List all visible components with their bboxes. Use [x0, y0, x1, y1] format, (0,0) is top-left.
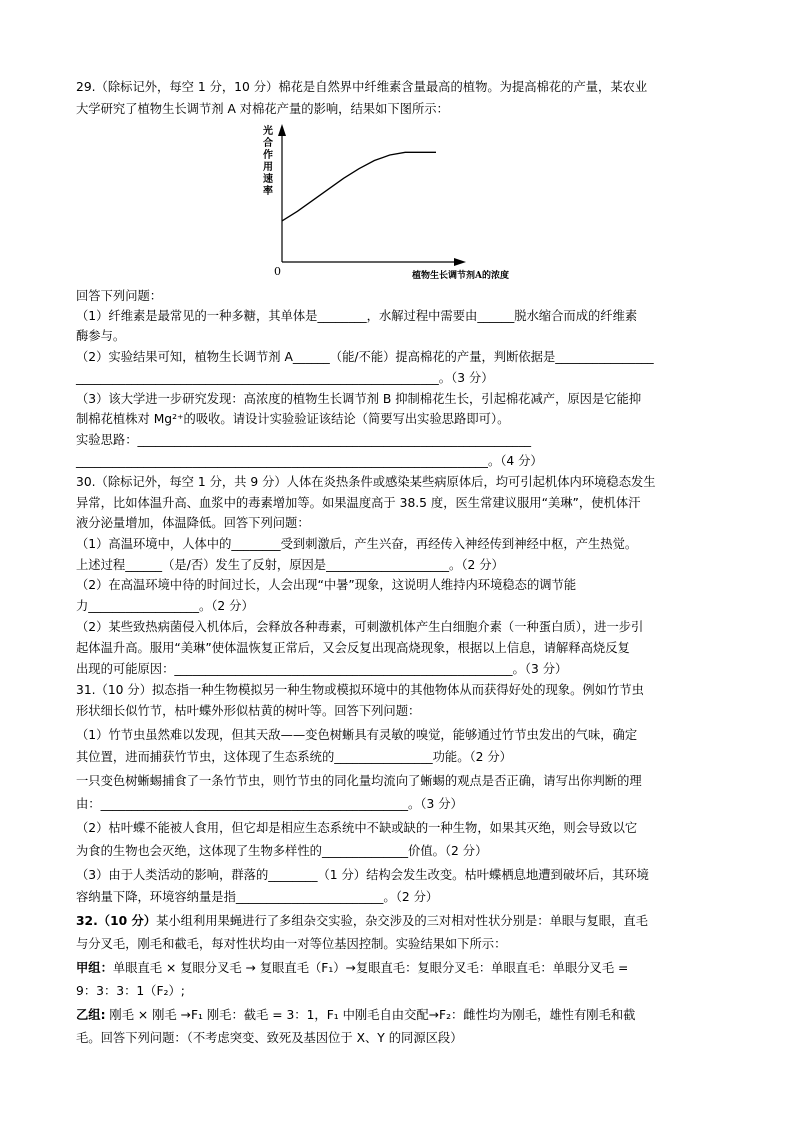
q29-sub3-line1: （3）该大学进一步研究发现：高浓度的植物生长调节剂 B 抑制棉花生长，引起棉花减产，原因是它能抑 [76, 392, 642, 406]
q29-intro-line2: 大学研究了植物生长调节剂 A 对棉花产量的影响，结果如下图所示： [76, 102, 449, 116]
y-axis-label-char: 光 [263, 126, 273, 137]
group-yi-label: 乙组: [76, 1008, 106, 1022]
y-axis-label-char: 率 [263, 186, 273, 197]
q31-line-a: 31.（10 分）拟态指一种生物模拟另一种生物或模拟环境中的其他物体从而获得好处的现象。例如竹节虫 [76, 683, 644, 697]
q30-line-f: （2）在高温环境中待的时间过长，人会出现“中暑”现象，这说明人维持内环境稳态的调节能 [76, 578, 577, 592]
q29-prompt: 回答下列问题： [76, 289, 163, 303]
q32-line-c [76, 959, 726, 977]
q32-number: 32.（10 分） [76, 914, 157, 928]
group-yi-text: 刚毛 × 刚毛 →F₁ 刚毛：截毛 = 3：1，F₁ 中刚毛自由交配→F₂：雌性均为刚毛，雄性有刚毛和截 [105, 1008, 636, 1022]
origin-label: 0 [274, 265, 281, 278]
q30-line-h: （2）某些致热病菌侵入机体后，会释放各种毒素，可刺激机体产生白细胞介素（一种蛋白质），进一步引 [76, 620, 644, 634]
q30-line-i: 起体温升高。服用“美琳”使体温恢复正常后，又会反复出现高烧现象，根据以上信息，请解释高烧反复 [76, 641, 630, 655]
q29-intro-line1: 29.（除标记外，每空 1 分，10 分）棉花是自然界中纤维素含量最高的植物。为提高棉花的产量，某农业 [76, 80, 648, 94]
q32-intro: 某小组利用果蝇进行了多组杂交实验，杂交涉及的三对相对性状分别是：单眼与复眼，直毛 [156, 914, 648, 928]
q32-line-a [76, 912, 726, 930]
q29-sub1-line1: （1）纤维素是最常见的一种多糖，其单体是________，水解过程中需要由______脱水缩合而成的纤维素 [76, 309, 638, 323]
x-axis-arrow [454, 258, 466, 266]
q29-sub2-line1: （2）实验结果可知，植物生长调节剂 A______（能/不能）提高棉花的产量，判断依据是________________ [76, 350, 654, 364]
group-jia-text: 单眼直毛 × 复眼分叉毛 → 复眼直毛（F₁）→复眼直毛：复眼分叉毛：单眼直毛：单眼分叉毛 = [112, 961, 629, 975]
q30-line-b: 异常，比如体温升高、血浆中的毒素增加等。如果温度高于 38.5 度，医生常建议服用“美琳”，使机体汗 [76, 496, 641, 510]
q30-line-e: 上述过程______（是/否）发生了反射，原因是____________________。（2 分） [76, 558, 504, 572]
q31-line-i: （3）由于人类活动的影响，群落的________（1 分）结构会发生改变。枯叶蝶栖息地遭到破坏后，其环境 [76, 868, 649, 882]
y-axis-label-char: 合 [263, 138, 273, 149]
series-line [282, 152, 436, 221]
y-axis-label [263, 124, 273, 197]
q30-line-j: 出现的可能原因：_______________________________________________________。（3 分） [76, 662, 568, 676]
q29-sub2-line2: ___________________________________________________________。（3 分） [76, 371, 494, 385]
q31-line-e: 一只变色树蜥蜴捕食了一条竹节虫，则竹节虫的同化量均流向了蜥蜴的观点是否正确，请写出你判断的理 [76, 774, 642, 788]
y-axis-label-char: 速 [263, 174, 273, 185]
q29-sub3-line2: 制棉花植株对 Mg²⁺的吸收。请设计实验验证该结论（简要写出实验思路即可）。 [76, 412, 510, 426]
q29-sub3-line3: 实验思路：________________________________________________________________ [76, 433, 531, 447]
q29-sub1-line2: 酶参与。 [76, 329, 126, 343]
q30-line-a: 30.（除标记外，每空 1 分，共 9 分）人体在炎热条件或感染某些病原体后，均可引起机体内环境稳态发生 [76, 475, 656, 489]
x-axis-label: 植物生长调节剂A的浓度 [412, 271, 509, 281]
q30-line-c: 液分泌量增加，体温降低。回答下列问题： [76, 516, 310, 530]
y-axis-label-char: 作 [263, 150, 273, 161]
q31-line-f: 由：__________________________________________________。（3 分） [76, 797, 463, 811]
q32-line-d: 9：3：3：1（F₂）; [76, 984, 185, 998]
q32-line-e [76, 1006, 726, 1024]
q30-line-g: 力__________________。（2 分） [76, 599, 254, 613]
q31-line-c: （1）竹节虫虽然难以发现，但其天敌——变色树蜥具有灵敏的嗅觉，能够通过竹节虫发出的气味，确定 [76, 728, 638, 742]
q31-line-g: （2）枯叶蝶不能被人食用，但它却是相应生态系统中不缺或缺的一种生物，如果其灭绝，则会导致以它 [76, 821, 638, 835]
q31-line-b: 形状细长似竹节，枯叶蝶外形似枯黄的树叶等。回答下列问题： [76, 704, 421, 718]
q31-line-j: 容纳量下降，环境容纳量是指________________________。（2 分） [76, 890, 439, 904]
y-axis-arrow [278, 124, 286, 136]
q31-line-d: 其位置，进而捕获竹节虫，这体现了生态系统的________________功能。（2 分） [76, 750, 512, 764]
photosynthesis-chart [256, 120, 556, 285]
q29-sub3-line4: ___________________________________________________________________。（4 分） [76, 454, 543, 468]
q32-line-b: 与分叉毛，刚毛和截毛，每对性状均由一对等位基因控制。实验结果如下所示： [76, 937, 507, 951]
group-jia-label: 甲组： [76, 961, 113, 975]
q30-line-d: （1）高温环境中，人体中的________受到刺激后，产生兴奋，再经传入神经传到神经中枢，产生热觉。 [76, 537, 638, 551]
q32-line-f: 毛。回答下列问题：（不考虑突变、致死及基因位于 X、Y 的同源区段） [76, 1031, 463, 1045]
q31-line-h: 为食的生物也会灭绝，这体现了生物多样性的______________价值。（2 分） [76, 844, 488, 858]
y-axis-label-char: 用 [263, 162, 273, 173]
